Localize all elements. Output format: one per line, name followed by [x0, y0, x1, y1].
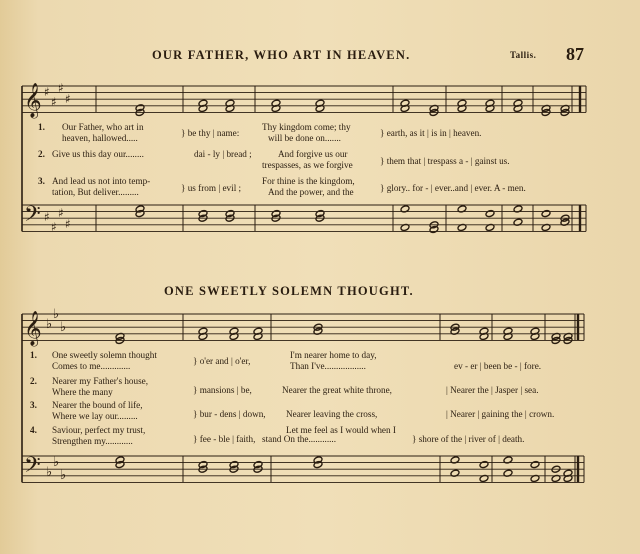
hymn2-verse3-chant1: } bur - dens | down, [193, 409, 266, 419]
sharp-icon: ♯ [58, 206, 64, 220]
hymn1-verse-number: 3. [38, 176, 45, 186]
hymn1-verse2-chant1: dai - ly | bread ; [194, 149, 252, 159]
hymn2-verse2-line1: Nearer my Father's house, [52, 376, 149, 386]
hymn1-verse-number: 1. [38, 122, 45, 132]
hymn1-verse-number: 2. [38, 149, 45, 159]
hymn1-verse2-line1: Give us this day our........ [52, 149, 144, 159]
hymn2-verse1-chant1: } o'er and | o'er, [193, 356, 251, 366]
bass-clef-icon: 𝄢 [24, 202, 41, 232]
sharp-icon: ♯ [58, 81, 64, 95]
hymn-title: OUR FATHER, WHO ART IN HEAVEN. [152, 48, 411, 62]
notehead [541, 210, 551, 218]
sharp-icon: ♯ [65, 92, 71, 106]
composer-name: Tallis. [510, 50, 537, 60]
hymn2-verse3-line3: Nearer leaving the cross, [286, 409, 378, 419]
hymn2-verse2-chant1: } mansions | be, [193, 385, 252, 395]
flat-icon: ♭ [46, 317, 53, 332]
hymn2-verse-number: 1. [30, 350, 37, 360]
hymn2-verse1-line1: One sweetly solemn thought [52, 350, 157, 360]
notehead [479, 461, 489, 469]
sharp-icon: ♯ [44, 210, 50, 224]
hymn2-verse4-line3: Let me feel as I would when I [286, 425, 396, 435]
hymn2-verse2-line2: Where the many [52, 387, 113, 397]
hymn1-verse1-chant2: } earth, as it | is in | heaven. [380, 128, 482, 138]
hymn1-verse1-line3: Thy kingdom come; thy [262, 122, 351, 132]
hymn1-verse2-line4: trespasses, as we forgive [262, 160, 353, 170]
hymn2-verse3-chant2: | Nearer | gaining the | crown. [446, 409, 555, 419]
section-title: ONE SWEETLY SOLEMN THOUGHT. [164, 284, 414, 298]
hymn2-verse-number: 4. [30, 425, 37, 435]
flat-icon: ♭ [46, 465, 53, 480]
sharp-icon: ♯ [51, 220, 57, 234]
hymn2-verse1-line2: Comes to me............. [52, 361, 131, 371]
flat-icon: ♭ [53, 455, 60, 470]
hymn2-verse1-line3: I'm nearer home to day, [290, 350, 377, 360]
hymn1-verse3-line2: tation, But deliver......... [52, 187, 139, 197]
hymn1-verse3-chant2: } glory.. for - | ever..and | ever. A - men. [380, 183, 526, 193]
flat-icon: ♭ [60, 320, 67, 335]
hymn2-verse2-line3: Nearer the great white throne, [282, 385, 392, 395]
hymn1-verse2-line3: And forgive us our [278, 149, 348, 159]
hymn1-verse3-line1: And lead us not into temp- [52, 176, 151, 186]
bass-clef-icon: 𝄢 [24, 453, 41, 483]
flat-icon: ♭ [60, 468, 67, 483]
sharp-icon: ♯ [51, 95, 57, 109]
hymn2-verse-number: 3. [30, 400, 37, 410]
sharp-icon: ♯ [65, 217, 71, 231]
hymn2-verse4-line2: Strengthen my............ [52, 436, 133, 446]
hymn2-verse4-line1: Saviour, perfect my trust, [52, 425, 146, 435]
hymn2-verse-number: 2. [30, 376, 37, 386]
hymn1-verse1-line1: Our Father, who art in [62, 122, 144, 132]
notehead [530, 461, 540, 469]
hymn2-verse4-line4: stand On the............ [262, 434, 337, 444]
sharp-icon: ♯ [44, 85, 50, 99]
flat-icon: ♭ [53, 307, 60, 322]
hymn2-verse1-line4: Than I've.................. [290, 361, 366, 371]
hymn1-verse3-line3: For thine is the kingdom, [262, 176, 355, 186]
hymn1-verse2-chant2: } them that | trespass a - | gainst us. [380, 156, 510, 166]
treble-clef-icon: 𝄞 [24, 83, 42, 118]
hymn2-verse4-chant1: } fee - ble | faith, [193, 434, 256, 444]
hymn2-verse3-line1: Nearer the bound of life, [52, 400, 143, 410]
treble-clef-icon: 𝄞 [24, 311, 42, 346]
hymn1-verse1-line2: heaven, hallowed..... [62, 133, 138, 143]
notehead [485, 210, 495, 218]
hymn2-verse3-line2: Where we lay our......... [52, 411, 138, 421]
hymn1-verse1-chant1: } be thy | name: [181, 128, 240, 138]
hymn2-verse4-chant2: } shore of the | river of | death. [412, 434, 525, 444]
hymn2-verse2-chant2: | Nearer the | Jasper | sea. [446, 385, 539, 395]
hymn1-verse3-line4: And the power, and the [268, 187, 354, 197]
page-number: 87 [566, 44, 584, 64]
hymn1-verse3-chant1: } us from | evil ; [181, 183, 242, 193]
hymn2-verse1-chant2: ev - er | been be - | fore. [454, 361, 542, 371]
hymn1-verse1-line4: will be done on....... [268, 133, 341, 143]
